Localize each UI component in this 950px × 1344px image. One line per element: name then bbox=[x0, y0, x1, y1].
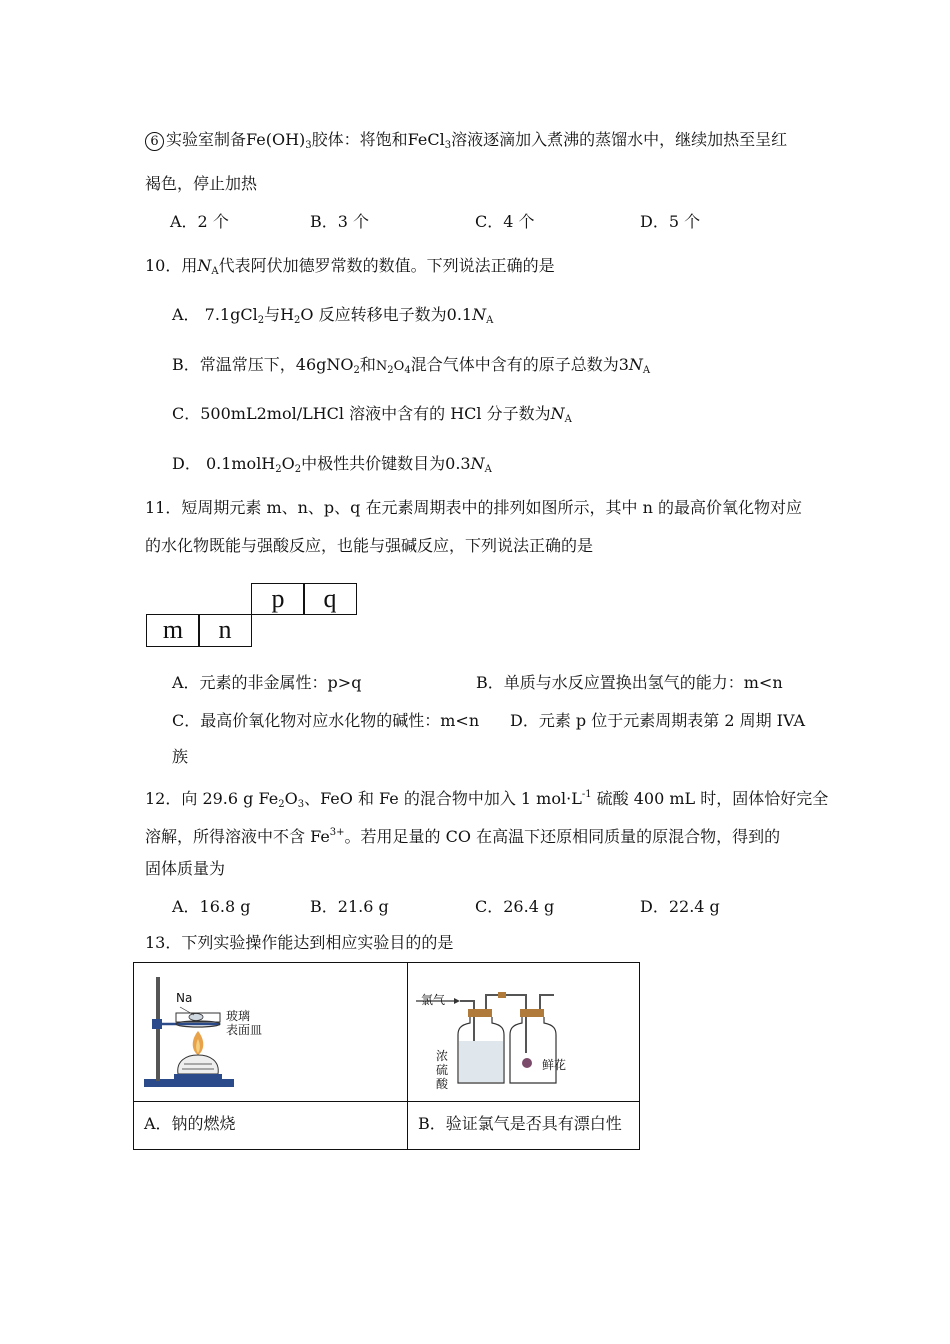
label-glass-1: 玻璃 bbox=[226, 1009, 251, 1023]
q12-option-c: C．26.4 g bbox=[475, 897, 555, 916]
q9-option-c: C．4 个 bbox=[475, 212, 535, 231]
label-acid-3: 酸 bbox=[436, 1077, 449, 1091]
q9-item6-line2: 褐色，停止加热 bbox=[145, 174, 258, 193]
q11-option-b: B．单质与水反应置换出氢气的能力：m<n bbox=[476, 673, 783, 692]
sodium-piece bbox=[189, 1014, 203, 1021]
label-acid-2: 硫 bbox=[436, 1063, 449, 1077]
label-flower: 鲜花 bbox=[542, 1058, 567, 1072]
q9-item6-line1 bbox=[145, 130, 787, 156]
q13-stem: 13．下列实验操作能达到相应实验目的的是 bbox=[145, 933, 454, 952]
caption-a: A．钠的燃烧 bbox=[144, 1114, 236, 1133]
label-glass-2: 表面皿 bbox=[226, 1023, 263, 1037]
label-chlorine: 氯气 bbox=[421, 993, 446, 1007]
caption-b: B．验证氯气是否具有漂白性 bbox=[418, 1114, 622, 1133]
cell-m: m bbox=[146, 614, 200, 647]
table-divider-horizontal bbox=[134, 1101, 639, 1102]
q10-stem: 10．用$N_A$代表阿伏加德罗常数的数值。下列说法正确的是 bbox=[145, 256, 555, 277]
q12-stem-line1: 12．向 29.6 g $Fe_2O_3$、FeO 和 Fe 的混合物中加入 1 $mol\cdot L^{-1}$ 硫酸 400 mL 时，固体恰好完全 bbox=[145, 789, 829, 810]
alcohol-lamp bbox=[178, 1055, 219, 1074]
q11-option-d: D．元素 p 位于元素周期表第 2 周期 IVA bbox=[510, 711, 806, 730]
q9-option-a: A．2 个 bbox=[170, 212, 229, 231]
text: 实验室制备 bbox=[166, 130, 247, 149]
q10-option-b: B．常温常压下，46gNO$_2$和$N_2O_4$混合气体中含有的原子总数为$3N_A$ bbox=[172, 355, 651, 376]
circled-number: 6 bbox=[145, 132, 164, 151]
bottle-2 bbox=[510, 1017, 556, 1083]
q12-option-b: B．21.6 g bbox=[310, 897, 389, 916]
arrow-head bbox=[454, 998, 460, 1004]
q12-option-d: D．22.4 g bbox=[640, 897, 720, 916]
text: 胶体：将饱和 bbox=[311, 130, 408, 149]
q11-stem-line2: 的水化物既能与强酸反应，也能与强碱反应，下列说法正确的是 bbox=[145, 536, 594, 555]
q11-stem-line1: 11．短周期元素 m、n、p、q 在元素周期表中的排列如图所示，其中 n 的最高价氧化物对应 bbox=[145, 498, 802, 517]
sulfuric-acid-liquid bbox=[459, 1041, 503, 1082]
stopper-2 bbox=[520, 1009, 544, 1017]
q12-stem-line3: 固体质量为 bbox=[145, 859, 226, 878]
formula-fecl3: FeCl$_3$ bbox=[407, 130, 452, 151]
q9-option-d: D．5 个 bbox=[640, 212, 701, 231]
q12-stem-line2: 溶解，所得溶液中不含 $Fe^{3+}$。若用足量的 CO 在高温下还原相同质量的原混合物，得到的 bbox=[145, 827, 781, 846]
q11-option-a: A．元素的非金属性：p>q bbox=[172, 673, 362, 692]
cell-n: n bbox=[198, 614, 252, 647]
q9-option-b: B．3 个 bbox=[310, 212, 370, 231]
formula-feoh3: $Fe(OH)_3$ bbox=[246, 130, 312, 151]
q11-option-c: C．最高价氧化物对应水化物的碱性：m<n bbox=[172, 711, 480, 730]
experiment-table bbox=[133, 962, 640, 1150]
stopper-1 bbox=[468, 1009, 492, 1017]
q10-option-a: A． 7.1gCl$_2$与$H_2O$ 反应转移电子数为$0.1N_A$ bbox=[172, 305, 494, 326]
q11-option-d-cont: 族 bbox=[172, 747, 189, 766]
label-na: Na bbox=[176, 991, 193, 1005]
flower bbox=[522, 1058, 532, 1068]
table-divider-vertical bbox=[407, 963, 408, 1149]
text: 溶液逐滴加入煮沸的蒸馏水中，继续加热至呈红 bbox=[451, 130, 788, 149]
q10-option-d: D． $0.1molH_2O_2$中极性共价键数目为$0.3N_A$ bbox=[172, 454, 492, 475]
na-leader-line bbox=[180, 1007, 194, 1015]
cell-p: p bbox=[251, 583, 305, 615]
lamp-base bbox=[174, 1074, 222, 1079]
q12-option-a: A．16.8 g bbox=[172, 897, 251, 916]
tube-joint bbox=[498, 992, 506, 998]
q10-option-c: C．500mL2mol/LHCl 溶液中含有的 HCl 分子数为$N_A$ bbox=[172, 404, 572, 425]
cell-q: q bbox=[303, 583, 357, 615]
label-acid-1: 浓 bbox=[436, 1049, 449, 1063]
